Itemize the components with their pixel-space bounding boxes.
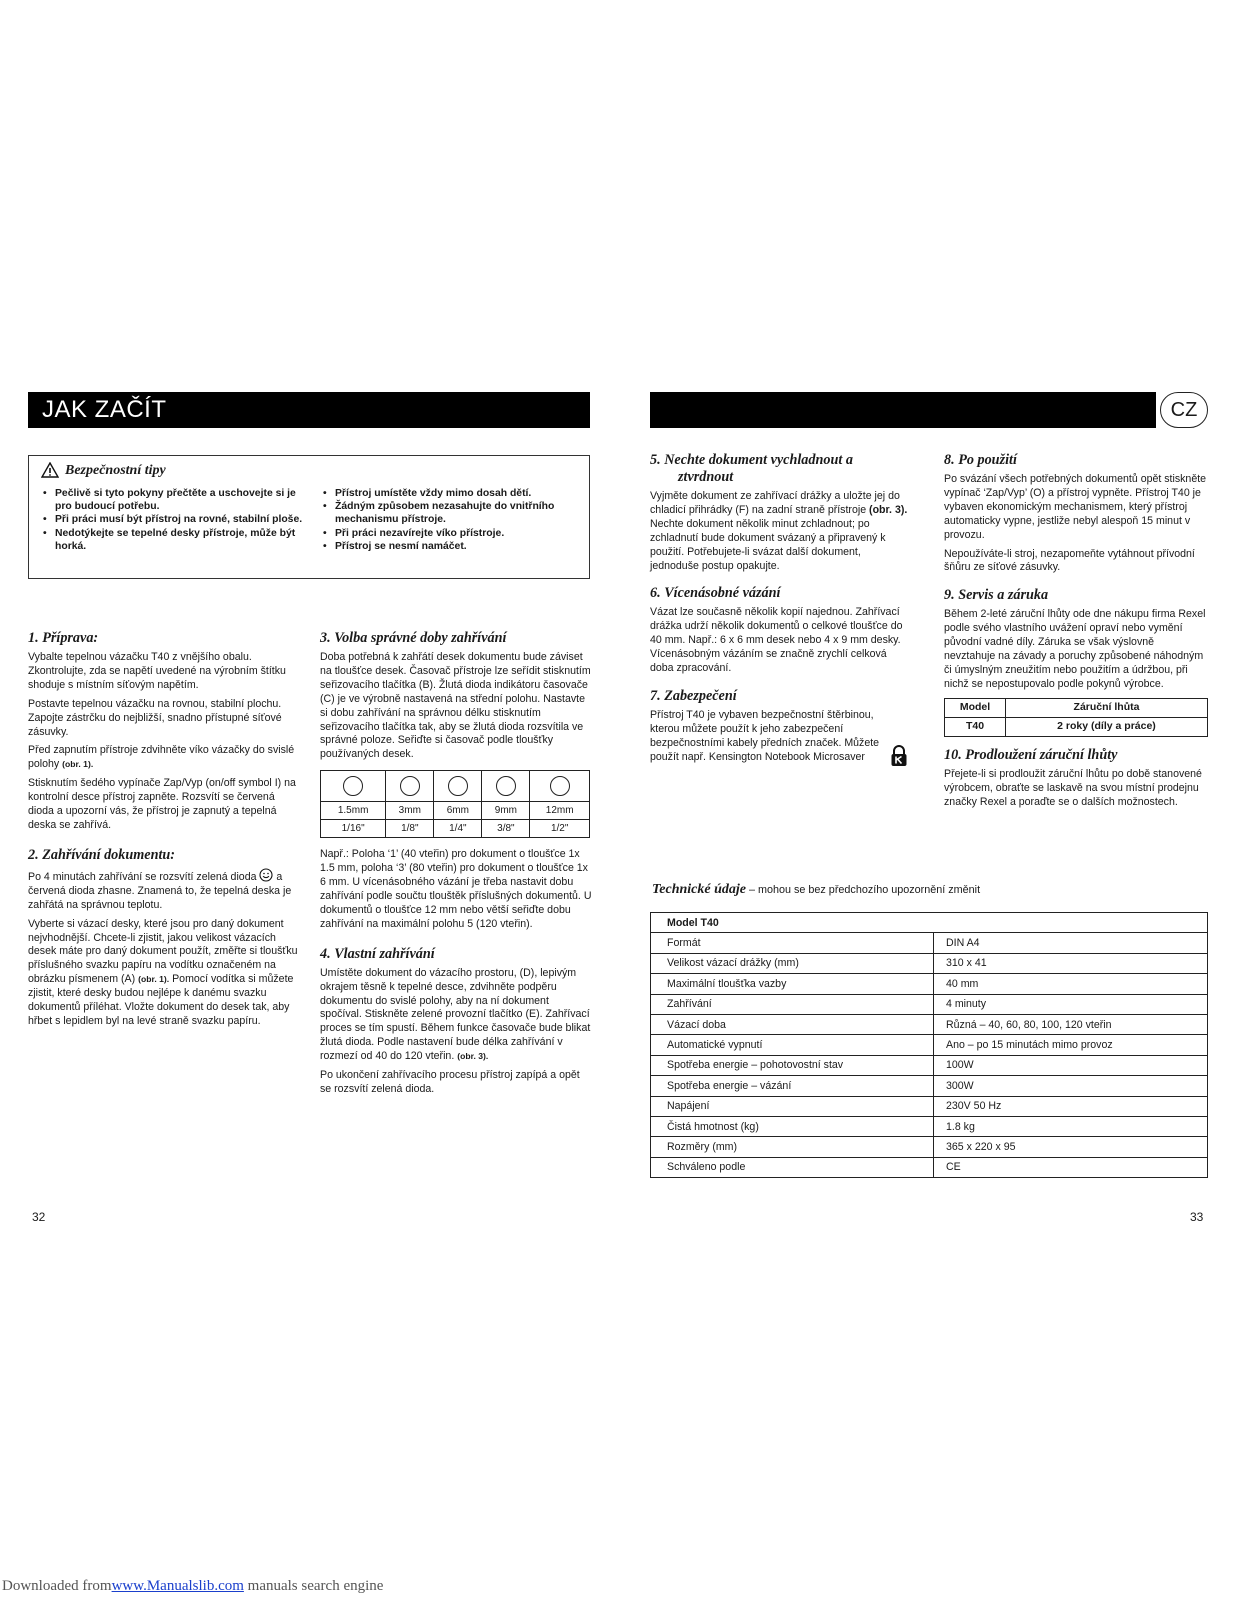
- circle-icon: [550, 776, 570, 796]
- thickness-inch: 1/16": [321, 820, 386, 838]
- thickness-mm: 12mm: [530, 802, 590, 820]
- timer-position-cell: [482, 771, 530, 802]
- warranty-cell: T40: [945, 717, 1006, 736]
- thickness-inch: 1/4": [434, 820, 482, 838]
- warning-icon: [41, 462, 59, 478]
- section-7-heading: 7. Zabezpečení: [650, 687, 737, 704]
- warranty-cell: 2 roky (díly a práce): [1006, 717, 1208, 736]
- warranty-header: Záruční lhůta: [1006, 698, 1208, 717]
- table-row: Spotřeba energie – vázání 300W: [651, 1076, 1208, 1096]
- page-number-right: 33: [1190, 1210, 1204, 1224]
- section-8-text: Nepoužíváte-li stroj, nezapomeňte vytáhnout přívodní šňůru ze síťové zásuvky.: [944, 547, 1195, 574]
- section-banner: [28, 392, 590, 428]
- timer-position-cell: [321, 771, 386, 802]
- thickness-mm: 1.5mm: [321, 802, 386, 820]
- table-row: Rozměry (mm) 365 x 220 x 95: [651, 1137, 1208, 1157]
- section-3-text: Doba potřebná k zahřátí desek dokumentu bude záviset na tloušťce desek. Časovač přístroje lze seřídit stisknutím seřizovacího tlačítka (B). Žlutá dioda indikátoru časovače (C) je ve výrobně nastavená na střední polohu. Nastavte si dobu zahřívání na správnou délku stisknutím seřizovacího tlačítka tak, aby se žlutá dioda rozsvítila ve správné poloze. Seřiďte si časovač podle tloušťky používaných desek.: [320, 651, 591, 761]
- section-2-text: Vyberte si vázací desky, které jsou pro daný dokument nejvhodnější. Chcete-li zjistit, jakou velikost vázacích desek máte pro daný dokument použít, změřte si tloušťku příslušného svazku papíru na vodítku označeném na obrázku písmenem (A) (obr. 1). Pomocí vodítka si můžete zjistit, které desky budou nejlépe k danému svazku dokumentů příléhat. Vložte dokument do desek tak, aby hřbet s lepidlem byl na levé straně svazku papíru.: [28, 917, 298, 1027]
- section-10-text: Přejete-li si prodloužit záruční lhůtu po době stanovené výrobcem, obraťte se laskavě na svou místní prodejnu značky Rexel a poraďte se o dalších možnostech.: [944, 767, 1202, 808]
- smiley-icon: [259, 868, 273, 882]
- thickness-inch: 1/8": [386, 820, 434, 838]
- page-title: JAK ZAČÍT: [42, 396, 167, 423]
- section-10-heading: 10. Prodloužení záruční lhůty: [944, 746, 1118, 763]
- table-row: Napájení 230V 50 Hz: [651, 1096, 1208, 1116]
- manualslib-link[interactable]: www.Manualslib.com: [111, 1578, 244, 1594]
- language-badge: CZ: [1160, 392, 1208, 428]
- table-row: Vázací doba Různá – 40, 60, 80, 100, 120 vteřin: [651, 1014, 1208, 1034]
- circle-icon: [496, 776, 516, 796]
- circle-icon: [448, 776, 468, 796]
- column-4: [944, 452, 1208, 815]
- thickness-table: [320, 770, 590, 838]
- thickness-mm: 6mm: [434, 802, 482, 820]
- table-row: Automatické vypnutí Ano – po 15 minutách mimo provoz: [651, 1035, 1208, 1055]
- column-1: [28, 630, 300, 1034]
- safety-tips-box: [28, 455, 590, 579]
- safety-item: • Přístroj se nesmí namáčet.: [321, 540, 576, 553]
- section-4-heading: 4. Vlastní zahřívání: [320, 945, 435, 962]
- safety-item: • Nedotýkejte se tepelné desky přístroje, může být horká.: [41, 527, 303, 553]
- section-9-heading: 9. Servis a záruka: [944, 587, 1049, 604]
- section-8-text: Po svázání všech potřebných dokumentů opět stiskněte vypínač ‘Zap/Vyp’ (O) a přístroj vypněte. Přístroj T40 je vybaven ekonomickým mechanismem, který přístroj automaticky vypne, jestliže nebyl alespoň 15 minut v provozu.: [944, 473, 1207, 541]
- section-7-text: Přístroj T40 je vybaven bezpečnostní štěrbinou, kterou můžete použít k jeho zabezpečení bezpečnostními kabely předních značek. Můžete použít např. Kensington Notebook Microsaver: [650, 709, 912, 765]
- table-row: Spotřeba energie – pohotovostní stav 100W: [651, 1055, 1208, 1075]
- warranty-table: [944, 698, 1208, 737]
- circle-icon: [343, 776, 363, 796]
- section-2-text: Po 4 minutách zahřívání se rozsvítí zelená dioda a červená dioda zhasne. Znamená to, že tepelná deska je zahřátá na správnou teplotu.: [28, 868, 300, 913]
- timer-position-cell: [530, 771, 590, 802]
- safety-item: • Žádným způsobem nezasahujte do vnitřního mechanismu přístroje.: [321, 500, 576, 526]
- section-9-text: Během 2-leté záruční lhůty ode dne nákupu firma Rexel podle svého vlastního uvážení opraví nebo vymění původní vadné díly. Záruka se však výslovně nevztahuje na závady a poruchy způsobené náhodným či úmyslným zneužitím nebo použitím a údržbou, při nichž se nepostupovalo podle pokynů výrobce.: [944, 608, 1206, 690]
- section-5-heading: 5. Nechte dokument vychladnout a ztvrdnout: [650, 452, 853, 485]
- section-4-text: Po ukončení zahřívacího procesu přístroj zapípá a opět se rozsvítí zelená dioda.: [320, 1069, 580, 1095]
- table-row: Formát DIN A4: [651, 933, 1208, 953]
- section-1-heading: 1. Příprava:: [28, 630, 99, 646]
- section-8-heading: 8. Po použití: [944, 452, 1017, 468]
- safety-item: • Při práci musí být přístroj na rovné, stabilní ploše.: [41, 513, 303, 526]
- spec-table: [650, 912, 1208, 1178]
- table-row: Čistá hmotnost (kg) 1.8 kg: [651, 1116, 1208, 1136]
- page-number-left: 32: [32, 1210, 46, 1224]
- download-footer: Downloaded fromwww.Manualslib.com manuals search engine: [2, 1578, 384, 1594]
- section-2-heading: 2. Zahřívání dokumentu:: [28, 846, 176, 863]
- safety-list-left: [41, 487, 303, 553]
- table-row: Maximální tloušťka vazby 40 mm: [651, 974, 1208, 994]
- section-6-text: Vázat lze současně několik kopií najednou. Zahřívací drážka udrží několik dokumentů o celkové tloušťce do 40 mm. Např.: 6 x 6 mm desek nebo 4 x 9 mm desky. Vícenásobným vázáním se značně zrychlí celková doba zpracování.: [650, 606, 903, 675]
- safety-title: Bezpečnostní tipy: [65, 463, 166, 478]
- section-1-text: Vybalte tepelnou vázačku T40 z vnějšího obalu. Zkontrolujte, zda se napětí uvedené na výrobním štítku shoduje s místním síťovým napětím.: [28, 651, 286, 691]
- spec-model: Model T40: [651, 913, 1208, 933]
- safety-item: • Přístroj umístěte vždy mimo dosah dětí.: [321, 487, 576, 500]
- tech-heading: Technické údaje – mohou se bez předchozího upozornění změnit: [652, 882, 981, 897]
- thickness-inch: 3/8": [482, 820, 530, 838]
- safety-heading: [41, 462, 166, 479]
- column-3: [650, 452, 912, 770]
- table-row: Zahřívání 4 minuty: [651, 994, 1208, 1014]
- safety-item: • Při práci nezavírejte víko přístroje.: [321, 527, 576, 540]
- section-3-text: Např.: Poloha ‘1’ (40 vteřin) pro dokument o tloušťce 1x 1.5 mm, poloha ‘3’ (80 vteřin) pro dokument o tloušťce 1x 6 mm. U vícenásobného vázání je třeba nastavit dobu zahřívání podle součtu tlouštěk příslušných dokumentů. U dokumentů o tloušťce 12 mm nebo větší seřiďte dobu zahřívání na maximální polohu 5 (120 vteřin).: [320, 848, 592, 930]
- kensington-lock-icon: [890, 745, 908, 767]
- section-5-text: Vyjměte dokument ze zahřívací drážky a uložte jej do chladicí přihrádky (F) na zadní straně přístroje (obr. 3). Nechte dokument několik minut zchladnout; po zchladnutí bude dokument svázaný a připravený k použití. Potřebujete-li svázat další dokument, jednoduše postup opakujte.: [650, 490, 908, 572]
- timer-position-cell: [434, 771, 482, 802]
- circle-icon: [400, 776, 420, 796]
- column-2: [320, 630, 592, 1102]
- thickness-inch: 1/2": [530, 820, 590, 838]
- section-3-heading: 3. Volba správné doby zahřívání: [320, 630, 507, 646]
- safety-list-right: [321, 487, 576, 553]
- section-1-text: Stisknutím šedého vypínače Zap/Vyp (on/off symbol I) na kontrolní desce přístroj zapněte. Rozsvítí se červená dioda a upozorní vás, že přístroj je zapnutý a tepelná deska se zahřívá.: [28, 777, 296, 831]
- timer-position-cell: [386, 771, 434, 802]
- thickness-mm: 9mm: [482, 802, 530, 820]
- section-1-text: Postavte tepelnou vázačku na rovnou, stabilní plochu. Zapojte zástrčku do nejbližší, snadno přístupné síťové zásuvky.: [28, 697, 282, 738]
- section-6-heading: 6. Vícenásobné vázání: [650, 585, 781, 602]
- section-banner-right: [650, 392, 1156, 428]
- section-1-text: Před zapnutím přístroje zdvihněte víko vázačky do svislé polohy (obr. 1).: [28, 744, 295, 771]
- section-4-text: Umístěte dokument do vázacího prostoru, (D), lepivým okrajem těsně k tepelné desce, zdvihněte podpěru dokumentu do svislé polohy, aby na ní dokument spočíval. Stiskněte zelené provozní tlačítko (E). Zahřívací proces se tím spustí. Během funkce časovače bude blikat žlutá dioda. Podle nastavení bude délka zahřívání v rozmezí od 40 do 120 vteřin. (obr. 3).: [320, 966, 591, 1063]
- safety-item: • Pečlivě si tyto pokyny přečtěte a uschovejte si je pro budoucí potřebu.: [41, 487, 303, 513]
- table-row: Velikost vázací drážky (mm) 310 x 41: [651, 953, 1208, 973]
- thickness-mm: 3mm: [386, 802, 434, 820]
- table-row: Schváleno podle CE: [651, 1157, 1208, 1177]
- warranty-header: Model: [945, 698, 1006, 717]
